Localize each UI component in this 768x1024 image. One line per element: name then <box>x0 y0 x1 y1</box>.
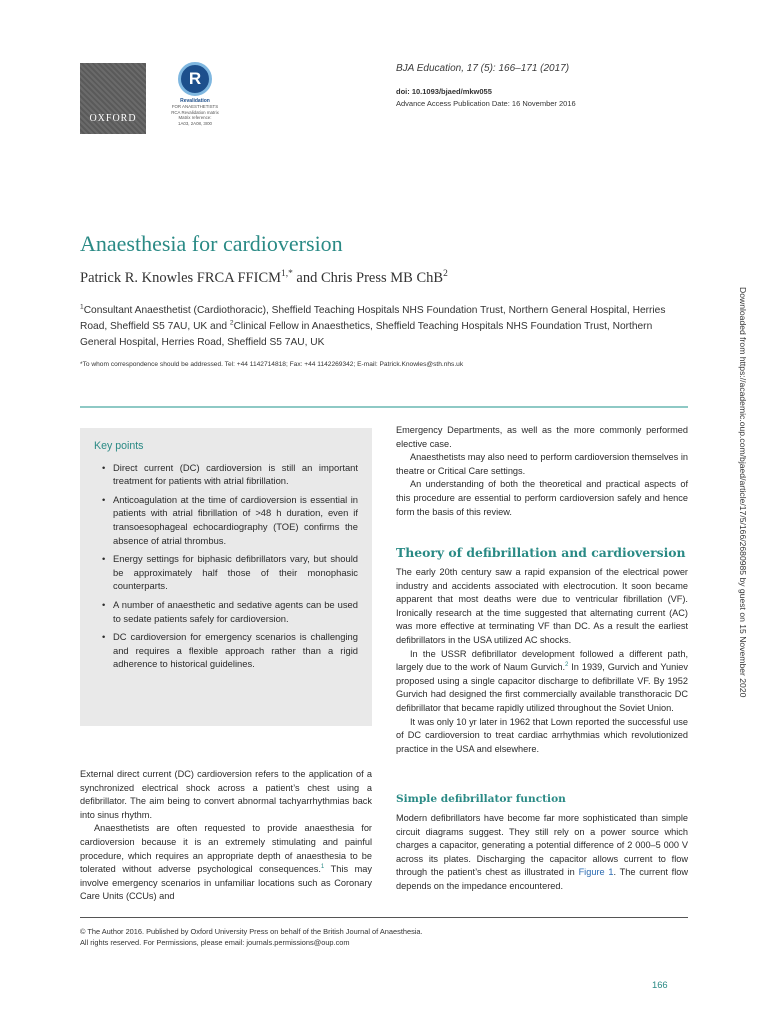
copyright-footer <box>80 926 423 948</box>
oxford-logo-text: OXFORD <box>89 113 137 124</box>
article-title: Anaesthesia for cardioversion <box>80 231 343 256</box>
key-point: • Anticoagulation at the time of cardioversion is essential in patients with atrial fibrillation of >48 h duration, even if transoesophageal echocardiography (TOE) confirms the absence of atrial thrombus. <box>102 493 358 547</box>
revalidation-line: 1A03, 2A08, 3I00 <box>178 120 212 126</box>
body-paragraph: It was only 10 yr later in 1962 that Lown reported the successful use of DC cardioversion to treat cardiac arrhythmias which revolutionized practice in the USA and elsewhere. <box>396 716 688 754</box>
revalidation-brand: Revalidation <box>180 98 210 104</box>
text-span: Modern defibrillators have become far more sophisticated than simple circuit diagrams suggest. They still rely on a power source which charges a capacitor, generating a potential difference of 2 000–5 000 V across its plates. Discharging the capacitor allows current to flow through the patient’s chest as illustrated in <box>396 813 688 878</box>
revalidation-letter: R <box>188 69 202 88</box>
body-paragraph <box>396 812 688 894</box>
correspondence-note: *To whom correspondence should be addressed. Tel: +44 1142714818; Fax: +44 1142269342; E-mail: Patrick.Knowles@sth.nhs.uk <box>80 361 464 368</box>
defibrillator-section-body <box>396 812 688 894</box>
footer-divider <box>80 917 688 918</box>
body-paragraph <box>80 822 372 904</box>
oxford-logo <box>80 63 146 134</box>
revalidation-line: FOR ANAESTHETISTS <box>171 104 219 110</box>
text-span: In the USSR defibrillator development followed a different path, largely due to the work of Naum Gurvich. <box>396 648 688 673</box>
key-point: • Energy settings for biphasic defibrillators vary, but should be approximately half those of their monophasic counterparts. <box>102 552 358 593</box>
theory-section-body <box>396 566 688 756</box>
journal-info <box>396 63 576 108</box>
key-points-title: Key points <box>94 440 144 452</box>
download-watermark: Downloaded from https://academic.oup.com/bjaed/article/17/5/166/2680985 by guest on 15 November 2020 <box>738 287 748 698</box>
authors <box>80 270 448 287</box>
section-title-defibrillator: Simple defibrillator function <box>396 793 566 805</box>
left-column <box>80 768 372 904</box>
intro-paragraph: External direct current (DC) cardioversion refers to the application of a synchronized electrical shock across a patient’s chest using a defibrillator. The aim being to convert abnormal tachyarrhythmias back into sinus rhythm. <box>80 769 372 820</box>
revalidation-line: Matrix reference: <box>178 115 212 121</box>
advance-access-date: Advance Access Publication Date: 16 November 2016 <box>396 99 576 108</box>
copyright-line: © The Author 2016. Published by Oxford University Press on behalf of the British Journal of Anaesthesia. <box>80 927 423 936</box>
journal-citation: BJA Education, 17 (5): 166–171 (2017) <box>396 63 570 74</box>
header-divider <box>80 406 688 408</box>
body-paragraph: Emergency Departments, as well as the more commonly performed elective case. <box>396 425 688 449</box>
affil-2-marker: 2 <box>229 319 234 327</box>
revalidation-badge <box>164 62 226 126</box>
text-span: This may involve emergency scenarios in unfamiliar locations such as Coronary Care Units (CCUs) and <box>80 864 372 902</box>
authors-and: and <box>292 270 321 286</box>
author-1-affil: 1,* <box>281 269 293 280</box>
author-2: Chris Press MB ChB <box>320 270 444 286</box>
text-span: . The current flow depends on the impedance encountered. <box>396 867 688 891</box>
body-paragraph: Anaesthetists may also need to perform cardioversion themselves in theatre or Critical Care settings. <box>396 452 688 476</box>
text-span: In 1939, Gurvich and Yuniev proposed using a single capacitor discharge to defibrillate VF. By 1952 Gurvich had designed the first commercially available transthoracic DC defibrillator that became rapidly utilized throughout the Soviet Union. <box>396 662 688 713</box>
reference-link[interactable]: 2 <box>565 662 569 669</box>
section-title-theory: Theory of defibrillation and cardioversion <box>396 545 686 560</box>
revalidation-text <box>164 99 226 126</box>
reference-link[interactable]: 1 <box>320 864 325 871</box>
affiliations <box>80 303 690 351</box>
permissions-line: All rights reserved. For Permissions, please email: journals.permissions@oup.com <box>80 938 350 947</box>
section-heading <box>396 545 688 560</box>
subsection-heading <box>396 793 688 805</box>
affil-1-marker: 1 <box>80 303 84 311</box>
page-number: 166 <box>652 979 668 990</box>
figure-link[interactable]: Figure 1 <box>578 867 614 878</box>
body-paragraph: The early 20th century saw a rapid expansion of the electrical power industry and accidents associated with electrocution. It soon became apparent that most deaths were due to ventricular fibrillation (VF). Ironically research at the time suggested that alternating current (AC) was more effective at terminating VF than DC. As a result the earliest defibrillators in the USA utilized AC shocks. <box>396 567 688 645</box>
author-1: Patrick R. Knowles FRCA FFICM <box>80 270 282 286</box>
key-point: • DC cardioversion for emergency scenarios is challenging and requires a flexible approach rather than a rigid adherence to historical guidelines. <box>102 630 358 671</box>
author-2-affil: 2 <box>443 269 448 280</box>
body-paragraph <box>396 648 688 716</box>
right-column-intro <box>396 424 688 519</box>
key-points-box <box>80 428 372 726</box>
text-span: Anaesthetists are often requested to provide anaesthesia for cardioversion because it is an extremely stimulating and painful procedure, which requires an appropriate depth of anaesthesia to be tolerated without adverse psychological consequences. <box>80 823 372 875</box>
revalidation-icon <box>178 62 212 96</box>
revalidation-line: RCA Revalidation matrix <box>171 109 219 115</box>
key-point: • A number of anaesthetic and sedative agents can be used to sedate patients safely for cardioversion. <box>102 598 358 625</box>
affil-2-text: Clinical Fellow in Anaesthetics, Sheffield Teaching Hospitals NHS Foundation Trust, Northern General Hospital, Herries Road, Sheffield S5 7AU, UK <box>80 321 653 348</box>
key-points-list <box>94 461 358 671</box>
key-point: • Direct current (DC) cardioversion is still an important treatment for patients with atrial fibrillation. <box>102 461 358 488</box>
affil-1-text: Consultant Anaesthetist (Cardiothoracic), Sheffield Teaching Hospitals NHS Foundation Trust, Northern General Hospital, Herries Road, Sheffield S5 7AU, UK and <box>80 305 666 332</box>
body-paragraph: An understanding of both the theoretical and practical aspects of this procedure are essential to perform cardioversion safely and hence form the basis of this review. <box>396 479 688 517</box>
doi[interactable]: doi: 10.1093/bjaed/mkw055 <box>396 87 492 96</box>
